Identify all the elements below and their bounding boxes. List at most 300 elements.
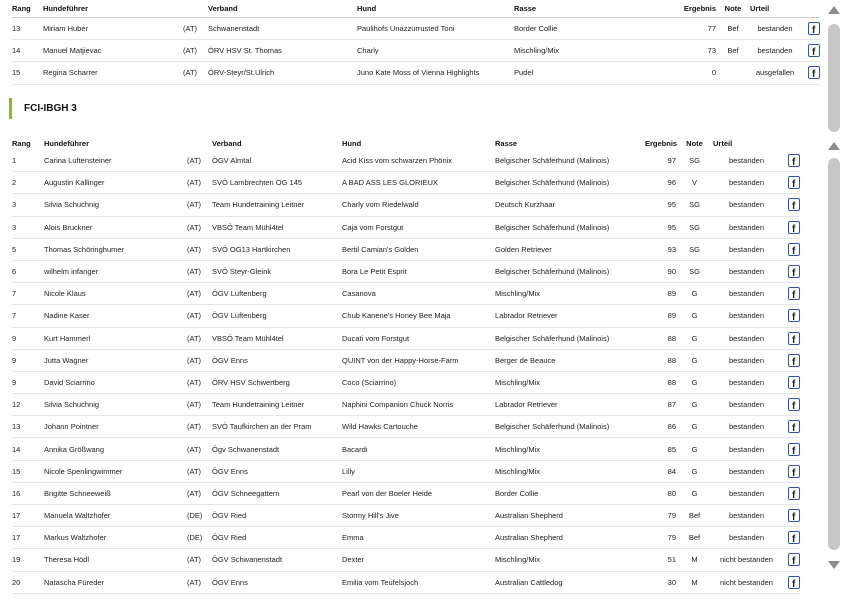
table-row — [12, 216, 800, 238]
facebook-icon: f — [792, 401, 796, 413]
facebook-share-button[interactable] — [788, 509, 800, 522]
facebook-icon: f — [792, 312, 796, 324]
dog-name: Bora Le Petit Esprit — [342, 260, 495, 282]
grade-cell: SG — [676, 216, 713, 238]
breed-cell: Golden Retriever — [495, 238, 645, 260]
country-code: (AT) — [187, 194, 212, 216]
country-code: (AT) — [187, 371, 212, 393]
col-header-rang: Rang — [12, 138, 31, 148]
result-score: 80 — [645, 482, 676, 504]
handler-name: Natascha Füreder — [44, 571, 187, 593]
table-row — [12, 62, 820, 84]
verdict-cell: bestanden — [713, 150, 780, 172]
facebook-icon: f — [812, 69, 816, 81]
breed-cell: Australian Shepherd — [495, 527, 645, 549]
facebook-share-button[interactable] — [808, 44, 820, 57]
grade-cell: G — [676, 438, 713, 460]
facebook-icon: f — [792, 445, 796, 457]
handler-name: Johann Pointner — [44, 416, 187, 438]
facebook-share-button[interactable] — [788, 420, 800, 433]
country-code: (DE) — [187, 527, 212, 549]
handler-name: Manuel Matjievac — [43, 40, 183, 62]
facebook-icon: f — [792, 223, 796, 235]
facebook-share-button[interactable] — [788, 576, 800, 589]
dog-name: Acid Kiss vom schwarzen Phönix — [342, 150, 495, 172]
facebook-icon: f — [792, 512, 796, 524]
rang-cell: 15 — [12, 460, 44, 482]
facebook-share-button[interactable] — [788, 354, 800, 367]
rang-cell: 5 — [12, 238, 44, 260]
handler-name: Theresa Hödl — [44, 549, 187, 571]
rang-cell: 14 — [12, 438, 44, 460]
verdict-cell: bestanden — [713, 349, 780, 371]
handler-name: Carina Luftensteiner — [44, 150, 187, 172]
dog-name: QUINT von der Happy-Horse-Farm — [342, 349, 495, 371]
result-score: 77 — [668, 18, 716, 40]
verdict-cell: bestanden — [713, 172, 780, 194]
handler-name: Regina Scharrer — [43, 62, 183, 84]
rang-cell: 13 — [12, 416, 44, 438]
table-row — [12, 194, 800, 216]
rang-cell: 13 — [12, 18, 43, 40]
verband-cell: VBSÖ Team Mühl4tel — [212, 216, 342, 238]
verdict-cell: bestanden — [713, 394, 780, 416]
facebook-icon: f — [792, 489, 796, 501]
dog-name: Bacardi — [342, 438, 495, 460]
rang-cell: 3 — [12, 216, 44, 238]
verdict-cell: bestanden — [713, 527, 780, 549]
grade-cell — [716, 62, 750, 84]
verdict-cell: bestanden — [713, 327, 780, 349]
verdict-cell: ausgefallen — [750, 62, 800, 84]
handler-name: Manuela Waltzhofer — [44, 505, 187, 527]
facebook-icon: f — [792, 356, 796, 368]
handler-name: Miriam Huber — [43, 18, 183, 40]
table-row — [12, 438, 800, 460]
scrollbar-thumb[interactable] — [828, 24, 840, 132]
col-header-rasse: Rasse — [514, 0, 668, 18]
rang-cell: 15 — [12, 62, 43, 84]
verband-cell: ÖGV Enns — [212, 460, 342, 482]
grade-cell: G — [676, 371, 713, 393]
breed-cell: Mischling/Mix — [514, 40, 668, 62]
col-header-note: Note — [716, 0, 750, 18]
handler-name: Brigitte Schneeweiß — [44, 482, 187, 504]
facebook-icon: f — [812, 47, 816, 59]
results-table-previous — [12, 0, 820, 85]
breed-cell: Australian Shepherd — [495, 505, 645, 527]
scroll-up-arrow-icon[interactable] — [828, 6, 840, 14]
breed-cell: Mischling/Mix — [495, 438, 645, 460]
result-score: 79 — [645, 527, 676, 549]
rang-cell: 3 — [12, 194, 44, 216]
grade-cell: G — [676, 394, 713, 416]
rang-cell: 6 — [12, 260, 44, 282]
grade-cell: Bef — [716, 40, 750, 62]
verband-cell: ÖGV Almtal — [212, 150, 342, 172]
verband-cell: ÖRV HSV Schwertberg — [212, 371, 342, 393]
result-score: 51 — [645, 549, 676, 571]
verband-cell: ÖGV Enns — [212, 571, 342, 593]
facebook-share-button[interactable] — [788, 221, 800, 234]
breed-cell: Belgischer Schäferhund (Malinois) — [495, 416, 645, 438]
table-row — [12, 305, 800, 327]
dog-name: Coco (Sciarrino) — [342, 371, 495, 393]
result-score: 95 — [645, 216, 676, 238]
rang-cell: 20 — [12, 571, 44, 593]
dog-name: Caja vom Forstgut — [342, 216, 495, 238]
facebook-share-button[interactable] — [788, 265, 800, 278]
result-score: 95 — [645, 194, 676, 216]
facebook-icon: f — [792, 423, 796, 435]
rang-cell: 17 — [12, 505, 44, 527]
table-row — [12, 18, 820, 40]
table-row — [12, 172, 800, 194]
facebook-share-button[interactable] — [788, 287, 800, 300]
verdict-cell: bestanden — [713, 238, 780, 260]
table-row — [12, 482, 800, 504]
country-code: (AT) — [187, 416, 212, 438]
verband-cell: ÖGV Enns — [212, 349, 342, 371]
dog-name: Juno Kate Moss of Vienna Highlights — [357, 62, 514, 84]
verband-cell: Team Hundetraining Leitner — [212, 394, 342, 416]
verband-cell: ÖGV Luftenberg — [212, 283, 342, 305]
breed-cell: Pudel — [514, 62, 668, 84]
col-header-rasse: Rasse — [495, 138, 518, 148]
country-code: (AT) — [187, 327, 212, 349]
dog-name: Paulihofs Unazzurrusted Toni — [357, 18, 514, 40]
breed-cell: Mischling/Mix — [495, 371, 645, 393]
facebook-icon: f — [792, 334, 796, 346]
verdict-cell: bestanden — [713, 482, 780, 504]
verband-cell: Team Hundetraining Leitner — [212, 194, 342, 216]
country-code: (AT) — [187, 238, 212, 260]
breed-cell: Border Collie — [495, 482, 645, 504]
verband-cell: ÖGV Ried — [212, 527, 342, 549]
rang-cell: 17 — [12, 527, 44, 549]
verband-cell: ÖGV Schwanenstadt — [212, 549, 342, 571]
country-code: (AT) — [187, 349, 212, 371]
facebook-icon: f — [792, 578, 796, 590]
dog-name: Naphini Companion Chuck Norris — [342, 394, 495, 416]
country-code: (AT) — [187, 216, 212, 238]
result-score: 89 — [645, 305, 676, 327]
facebook-icon: f — [792, 245, 796, 257]
facebook-share-button[interactable] — [788, 154, 800, 167]
facebook-share-button[interactable] — [788, 198, 800, 211]
rang-cell: 16 — [12, 482, 44, 504]
handler-name: Nadine Kaser — [44, 305, 187, 327]
verband-cell: ÖRV-Steyr/St.Ulrich — [208, 62, 357, 84]
grade-cell: G — [676, 482, 713, 504]
handler-name: Augustin Kallinger — [44, 172, 187, 194]
facebook-share-button[interactable] — [788, 398, 800, 411]
rang-cell: 7 — [12, 283, 44, 305]
col-header-verband: Verband — [208, 0, 357, 18]
handler-name: Annika Größwang — [44, 438, 187, 460]
grade-cell: G — [676, 460, 713, 482]
country-code: (AT) — [183, 40, 208, 62]
country-code: (AT) — [187, 549, 212, 571]
rang-cell: 14 — [12, 40, 43, 62]
facebook-share-button[interactable] — [788, 309, 800, 322]
handler-name: Nicole Spenlingwimmer — [44, 460, 187, 482]
verband-cell: SVÖ OG13 Hartkirchen — [212, 238, 342, 260]
dog-name: Emma — [342, 527, 495, 549]
dog-name: Charly — [357, 40, 514, 62]
facebook-share-button[interactable] — [788, 332, 800, 345]
grade-cell: SG — [676, 238, 713, 260]
rang-cell: 9 — [12, 349, 44, 371]
handler-name: Nicole Klaus — [44, 283, 187, 305]
verband-cell: ÖGV Ried — [212, 505, 342, 527]
facebook-icon: f — [792, 201, 796, 213]
result-score: 0 — [668, 62, 716, 84]
results-table-fci-ibgh3 — [12, 136, 800, 594]
dog-name: Emilia vom Teufelsjoch — [342, 571, 495, 593]
breed-cell: Labrador Retriever — [495, 394, 645, 416]
facebook-share-button[interactable] — [788, 376, 800, 389]
dog-name: A BAD ASS LES GLORIEUX — [342, 172, 495, 194]
facebook-share-button[interactable] — [788, 176, 800, 189]
scroll-down-arrow-icon[interactable] — [828, 561, 840, 569]
handler-name: Kurt Hammerl — [44, 327, 187, 349]
grade-cell: Bef — [716, 18, 750, 40]
handler-name: Silvia Schuchnig — [44, 194, 187, 216]
result-score: 93 — [645, 238, 676, 260]
grade-cell: Bef — [676, 527, 713, 549]
country-code: (AT) — [187, 460, 212, 482]
breed-cell: Belgischer Schäferhund (Malinois) — [495, 216, 645, 238]
dog-name: Pearl von der Boeler Heide — [342, 482, 495, 504]
table-row — [12, 327, 800, 349]
rang-cell: 19 — [12, 549, 44, 571]
table-row — [12, 527, 800, 549]
breed-cell: Belgischer Schäferhund (Malinois) — [495, 260, 645, 282]
grade-cell: G — [676, 349, 713, 371]
handler-name: David Sciarrino — [44, 371, 187, 393]
verdict-cell: bestanden — [713, 438, 780, 460]
handler-name: wilhelm infanger — [44, 260, 187, 282]
col-header-rang: Rang — [12, 0, 43, 18]
facebook-share-button[interactable] — [788, 243, 800, 256]
country-code: (AT) — [187, 394, 212, 416]
dog-name: Ducati vom Forstgut — [342, 327, 495, 349]
country-code: (DE) — [187, 505, 212, 527]
dog-name: Lilly — [342, 460, 495, 482]
table-row — [12, 416, 800, 438]
grade-cell: V — [676, 172, 713, 194]
col-header-note: Note — [686, 138, 703, 148]
col-header-hund: Hund — [342, 138, 362, 148]
facebook-share-button[interactable] — [788, 443, 800, 456]
breed-cell: Mischling/Mix — [495, 549, 645, 571]
dog-name: Dexter — [342, 549, 495, 571]
country-code: (AT) — [183, 62, 208, 84]
country-code: (AT) — [187, 260, 212, 282]
verband-cell: SVÖ Steyr-Gleink — [212, 260, 342, 282]
facebook-share-button[interactable] — [808, 22, 820, 35]
result-score: 88 — [645, 371, 676, 393]
verdict-cell: bestanden — [713, 260, 780, 282]
verdict-cell: bestanden — [713, 505, 780, 527]
grade-cell: G — [676, 305, 713, 327]
scrollbar-thumb[interactable] — [828, 158, 840, 550]
col-header-hundefuehrer: Hundeführer — [44, 138, 89, 148]
handler-name: Silvia Schuchnig — [44, 394, 187, 416]
table-row — [12, 283, 800, 305]
table-row — [12, 238, 800, 260]
facebook-share-button[interactable] — [808, 66, 820, 79]
col-header-ergebnis: Ergebnis — [668, 0, 716, 18]
facebook-icon: f — [792, 290, 796, 302]
col-header-ergebnis: Ergebnis — [645, 138, 678, 148]
facebook-share-button[interactable] — [788, 553, 800, 566]
verband-cell: ÖGV Luftenberg — [212, 305, 342, 327]
verdict-cell: bestanden — [750, 40, 800, 62]
table-row — [12, 394, 800, 416]
table-row — [12, 260, 800, 282]
country-code: (AT) — [187, 172, 212, 194]
table-row — [12, 349, 800, 371]
col-header-hundefuehrer: Hundeführer — [43, 0, 183, 18]
breed-cell: Mischling/Mix — [495, 283, 645, 305]
rang-cell: 7 — [12, 305, 44, 327]
col-header-verband: Verband — [212, 138, 242, 148]
table-row — [12, 150, 800, 172]
facebook-share-button[interactable] — [788, 487, 800, 500]
table-row — [12, 371, 800, 393]
country-code: (AT) — [187, 571, 212, 593]
verdict-cell: nicht bestanden — [713, 571, 780, 593]
grade-cell: SG — [676, 260, 713, 282]
col-header-hund: Hund — [357, 0, 514, 18]
table-header-row — [12, 136, 800, 150]
breed-cell: Belgischer Schäferhund (Malinois) — [495, 150, 645, 172]
col-header-urteil: Urteil — [713, 138, 733, 148]
country-code: (AT) — [187, 283, 212, 305]
verband-cell: Schwanenstadt — [208, 18, 357, 40]
country-code: (AT) — [187, 438, 212, 460]
facebook-icon: f — [792, 467, 796, 479]
facebook-icon: f — [792, 179, 796, 191]
verdict-cell: bestanden — [713, 371, 780, 393]
country-code: (AT) — [183, 18, 208, 40]
result-score: 88 — [645, 349, 676, 371]
handler-name: Markus Waltzhofer — [44, 527, 187, 549]
handler-name: Jutta Wagner — [44, 349, 187, 371]
verdict-cell: bestanden — [713, 194, 780, 216]
breed-cell: Mischling/Mix — [495, 460, 645, 482]
country-code: (AT) — [187, 305, 212, 327]
facebook-icon: f — [792, 556, 796, 568]
breed-cell: Border Collie — [514, 18, 668, 40]
result-score: 30 — [645, 571, 676, 593]
verband-cell: ÖGV Schneegattern — [212, 482, 342, 504]
section-title: FCI-IBGH 3 — [9, 98, 77, 119]
table-row — [12, 505, 800, 527]
table-row — [12, 549, 800, 571]
verdict-cell: bestanden — [713, 216, 780, 238]
breed-cell: Australian Cattledog — [495, 571, 645, 593]
verdict-cell: bestanden — [750, 18, 800, 40]
grade-cell: M — [676, 549, 713, 571]
result-score: 90 — [645, 260, 676, 282]
verdict-cell: nicht bestanden — [713, 549, 780, 571]
breed-cell: Deutsch Kurzhaar — [495, 194, 645, 216]
rang-cell: 1 — [12, 150, 44, 172]
grade-cell: G — [676, 283, 713, 305]
rang-cell: 9 — [12, 327, 44, 349]
facebook-icon: f — [792, 534, 796, 546]
scroll-up-arrow-icon[interactable] — [828, 142, 840, 150]
grade-cell: M — [676, 571, 713, 593]
dog-name: Casanova — [342, 283, 495, 305]
dog-name: Stormy Hill's Jive — [342, 505, 495, 527]
country-code: (AT) — [187, 482, 212, 504]
rang-cell: 2 — [12, 172, 44, 194]
dog-name: Chub Kanene's Honey Bee Maja — [342, 305, 495, 327]
facebook-icon: f — [792, 268, 796, 280]
result-score: 85 — [645, 438, 676, 460]
dog-name: Charly vom Riedelwald — [342, 194, 495, 216]
grade-cell: SG — [676, 150, 713, 172]
grade-cell: G — [676, 327, 713, 349]
rang-cell: 9 — [12, 371, 44, 393]
verdict-cell: bestanden — [713, 416, 780, 438]
grade-cell: Bef — [676, 505, 713, 527]
rang-cell: 12 — [12, 394, 44, 416]
col-header-urteil: Urteil — [750, 0, 800, 18]
result-score: 79 — [645, 505, 676, 527]
breed-cell: Belgischer Schäferhund (Malinois) — [495, 172, 645, 194]
table-row — [12, 460, 800, 482]
verband-cell: Ögv Schwanenstadt — [212, 438, 342, 460]
verband-cell: SVÖ Taufkirchen an der Pram — [212, 416, 342, 438]
scrollbar-main[interactable] — [828, 140, 840, 572]
result-score: 87 — [645, 394, 676, 416]
result-score: 88 — [645, 327, 676, 349]
result-score: 89 — [645, 283, 676, 305]
dog-name: Bertil Camian's Golden — [342, 238, 495, 260]
handler-name: Alois Bruckner — [44, 216, 187, 238]
result-score: 86 — [645, 416, 676, 438]
verdict-cell: bestanden — [713, 305, 780, 327]
facebook-share-button[interactable] — [788, 531, 800, 544]
result-score: 97 — [645, 150, 676, 172]
result-score: 96 — [645, 172, 676, 194]
grade-cell: SG — [676, 194, 713, 216]
verdict-cell: bestanden — [713, 460, 780, 482]
verband-cell: VBSÖ Team Mühl4tel — [212, 327, 342, 349]
table-header-row — [12, 0, 820, 18]
table-row — [12, 571, 800, 593]
facebook-share-button[interactable] — [788, 465, 800, 478]
scrollbar-previous[interactable] — [828, 4, 840, 132]
verband-cell: ÖRV HSV St. Thomas — [208, 40, 357, 62]
handler-name: Thomas Schöringhumer — [44, 238, 187, 260]
table-row — [12, 40, 820, 62]
grade-cell: G — [676, 416, 713, 438]
verband-cell: SVÖ Lambrechten OG 145 — [212, 172, 342, 194]
country-code: (AT) — [187, 150, 212, 172]
facebook-icon: f — [812, 25, 816, 37]
breed-cell: Berger de Beauce — [495, 349, 645, 371]
breed-cell: Belgischer Schäferhund (Malinois) — [495, 327, 645, 349]
breed-cell: Labrador Retriever — [495, 305, 645, 327]
result-score: 84 — [645, 460, 676, 482]
facebook-icon: f — [792, 157, 796, 169]
